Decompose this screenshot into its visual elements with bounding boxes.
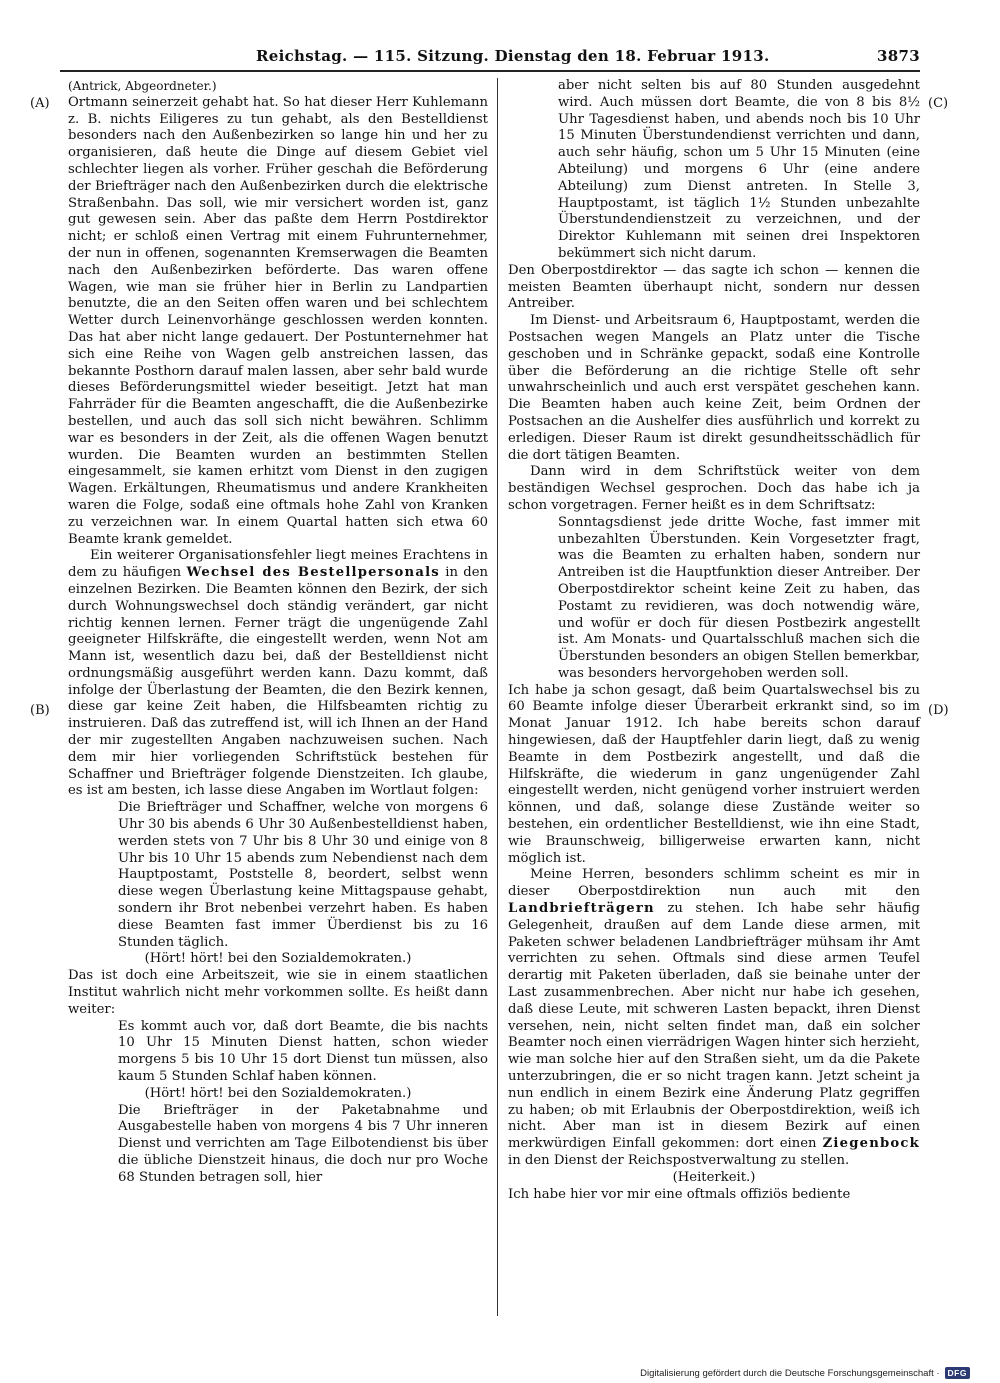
dfg-logo: DFG (945, 1367, 970, 1379)
emphasis: Landbriefträgern (508, 901, 655, 917)
footer-text: Digitalisierung gefördert durch die Deutsche Forschungsgemeinschaft · (640, 1367, 940, 1379)
column-divider (497, 78, 498, 1316)
interjection: (Hört! hört! bei den Sozialdemokraten.) (144, 1085, 412, 1101)
header-rule (60, 70, 920, 72)
paragraph: Dann wird in dem Schriftstück weiter von dem beständigen Wechsel gesprochen. Doch das habe ich ja schon vorgetragen. Ferner heißt es in dem Schriftsatz: (508, 464, 920, 513)
paragraph: Meine Herren, besonders schlimm scheint es mir in dieser Oberpostdirektion nun auch mit den Landbriefträgern zu stehen. Ich habe sehr häufig Gelegenheit, draußen auf dem Lande diese armen, mit Paketen schwer beladenen Landbriefträger mühsam ihr Amt verrichten zu sehen. Oftmals sind diese armen Teufel derartig mit Paketen überladen, daß sie beinahe unter der Last zusammenbrechen. Aber nicht nur habe ich gesehen, daß diese Leute, mit schweren Lasten bepackt, ihren Dienst versehen, nein, nicht selten findet man, daß ein solcher Beamter noch einen vierrädrigen Wagen hinter sich herzieht, wie man solche hier auf den Straßen sieht, um da die Pakete unterzubringen, die er so nicht tragen kann. Jetzt scheint ja nun endlich in einem Bezirk eine Änderung Platz gegriffen zu haben; ob mit Erlaubnis der Oberpostdirektion, weiß ich nicht. Aber man ist in diesem Bezirk auf einen merkwürdigen Einfall gekommen: dort einen Ziegenbock in den Dienst der Reichspostverwaltung zu stellen. (508, 867, 920, 1168)
paragraph: Ich habe hier vor mir eine oftmals offiziös bediente (508, 1186, 851, 1202)
running-title: Reichstag. — 115. Sitzung. Dienstag den 18. Februar 1913. (256, 47, 770, 65)
page-header (60, 47, 920, 71)
block-quote: Die Briefträger und Schaffner, welche von morgens 6 Uhr 30 bis abends 6 Uhr 30 Außenbestelldienst haben, werden stets von 7 Uhr bis 8 Uhr 30 und einige von 8 Uhr bis 10 Uhr 15 abends zum Nebendienst nach dem Hauptpostamt, Poststelle 8, beordert, selbst wenn diese wegen Überlastung keine Mittagspause gehabt, sondern ihr Brot nebenbei verzehrt haben. Es haben diese Beamten fast immer Überdienst bis zu 16 Stunden täglich. (118, 800, 488, 950)
page-number: 3873 (877, 47, 920, 65)
paragraph: Im Dienst- und Arbeitsraum 6, Hauptpostamt, werden die Postsachen wegen Mangels an Platz unter die Tische geschoben und in Schränke gepackt, sodaß eine Kontrolle über die Beförderung an die richtige Stelle oft sehr unwahrscheinlich und auch erst verspätet geschehen kann. Die Beamten haben auch keine Zeit, beim Ordnen der Postsachen an die Aushelfer dies ausführlich und korrekt zu erledigen. Dieser Raum ist direkt gesundheitsschädlich für die dort tätigen Beamten. (508, 313, 920, 463)
paragraph: Ich habe ja schon gesagt, daß beim Quartalswechsel bis zu 60 Beamte infolge dieser Überarbeit erkrankt sind, so im Monat Januar 1912. Ich habe bereits schon darauf hingewiesen, daß der Hauptfehler darin liegt, daß zu wenig Beamte in dem Postbezirk angestellt, und daß die Hilfskräfte, die wiederum in ganz ungenügender Zahl eingestellt werden, nicht genügend vorher instruiert werden können, und daß, solange diese Zustände weiter so bestehen, ein ordentlicher Bestelldienst, wie ihn eine Stadt, wie Braunschweig, billigerweise erwarten kann, nicht möglich ist. (508, 682, 920, 866)
block-quote: Sonntagsdienst jede dritte Woche, fast immer mit unbezahlten Überstunden. Kein Vorgesetzter fragt, was die Beamten zu erhalten haben, sondern nur Antreiben ist die Hauptfunktion dieser Antreiber. Der Oberpostdirektor scheint keine Zeit zu haben, das Postamt zu revidieren, was doch notwendig wäre, und wofür er doch für diesen Postbezirk angestellt ist. Am Monats- und Quartalsschluß machen sich die Überstunden besonders an obigen Stellen bemerkbar, was besonders hervorgehoben werden soll. (558, 514, 920, 681)
emphasis: Ziegenbock (822, 1136, 920, 1152)
block-quote: Es kommt auch vor, daß dort Beamte, die bis nachts 10 Uhr 15 Minuten Dienst hatten, schon wieder morgens 5 bis 10 Uhr 15 dort Dienst tun müssen, also kaum 5 Stunden Schlaf haben können. (118, 1018, 488, 1085)
left-column (68, 78, 488, 1187)
margin-mark-d: (D) (928, 703, 949, 718)
interjection: (Heiterkeit.) (672, 1169, 756, 1185)
right-column (508, 78, 920, 1203)
block-quote: aber nicht selten bis auf 80 Stunden ausgedehnt wird. Auch müssen dort Beamte, die von 8 bis 8½ Uhr Tagesdienst haben, und abends noch bis 10 Uhr 15 Minuten Überstundendienst verrichten und dann, auch sehr häufig, schon um 5 Uhr 15 Minuten (eine Abteilung) und morgens 6 Uhr (eine andere Abteilung) zum Dienst antreten. In Stelle 3, Hauptpostamt, ist täglich 1½ Stunden unbezahlte Überstundendienstzeit zu verzeichnen, und der Direktor Kuhlemann mit seinen drei Inspektoren bekümmert sich nicht darum. (558, 78, 920, 261)
emphasis: Wechsel des Bestellpersonals (186, 565, 440, 581)
paragraph: Den Oberpostdirektor — das sagte ich schon — kennen die meisten Beamten überhaupt nicht, sondern nur dessen Antreiber. (508, 262, 920, 312)
paragraph: Ein weiterer Organisationsfehler liegt meines Erachtens in dem zu häufigen Wechsel des Bestellpersonals in den einzelnen Bezirken. Die Beamten können den Bezirk, der sich durch Wohnungswechsel doch ständig verändert, gar nicht richtig kennen lernen. Ferner trägt die ungenügende Zahl geeigneter Hilfskräfte, die eingestellt werden, wenn Not am Mann ist, wesentlich dazu bei, daß der Bestelldienst nicht ordnungsmäßig ausgeführt werden kann. Dazu kommt, daß infolge der Überlastung der Beamten, die den Bezirk kennen, diese gar keine Zeit haben, die Hilfsbeamten richtig zu instruieren. Daß das zutreffend ist, will ich Ihnen an der Hand der mir zugestellten Angaben nachzuweisen suchen. Nach dem mir hier vorliegenden Schriftstück bestehen für Schaffner und Briefträger folgende Dienstzeiten. Ich glaube, es ist am besten, ich lasse diese Angaben im Wortlaut folgen: (68, 548, 488, 799)
digitization-footer (640, 1367, 970, 1379)
margin-mark-a: (A) (30, 96, 50, 111)
block-quote: Die Briefträger in der Paketabnahme und Ausgabestelle haben von morgens 4 bis 7 Uhr inneren Dienst und verrichten am Tage Eilbotendienst bis über die übliche Dienstzeit hinaus, die doch nur pro Woche 68 Stunden betragen soll, hier (118, 1102, 488, 1185)
speaker-label: (Antrick, Abgeordneter.) (68, 79, 217, 93)
paragraph: Ortmann seinerzeit gehabt hat. So hat dieser Herr Kuhlemann z. B. nichts Eiligeres zu tun gehabt, als den Bestelldienst besonders nach den Außenbezirken so lange hin und her zu organisieren, daß heute die Dinge auf diesem Gebiet viel schlechter liegen als vorher. Früher geschah die Beförderung der Briefträger nach den Außenbezirken durch die elektrische Straßenbahn. Das soll, wie mir versichert worden ist, ganz gut gewesen sein. Aber das paßte dem Herrn Postdirektor nicht; er schloß einen Vertrag mit einem Fuhrunternehmer, der nun in offenen, sogenannten Kremserwagen die Beamten nach den Außenbezirken beförderte. Das waren offene Wagen, wie man sie früher hier in Berlin zu Landpartien benutzte, die an den Seiten offen waren und bei schlechtem Wetter durch Leinenvorhänge geschlossen werden konnten. Das hat aber nicht lange gedauert. Der Postunternehmer hat sich eine Reihe von Wagen gelb anstreichen lassen, das bekannte Posthorn darauf malen lassen, aber sehr bald wurde dieses Beförderungsmittel wieder beseitigt. Jetzt hat man Fahrräder für die Beamten angeschafft, die die Außenbezirke bestellen, und auch das soll sich nicht bewähren. Schlimm war es besonders in der Zeit, als die offenen Wagen benutzt wurden. Die Beamten wurden an bestimmten Stellen eingesammelt, sie kamen erhitzt vom Dienst in den zugigen Wagen. Erkältungen, Rheumatismus und andere Krankheiten waren die Folge, sodaß eine oftmals hohe Zahl von Kranken zu verzeichnen war. In einem Quartal hatten sich etwa 60 Beamte krank gemeldet. (68, 94, 488, 547)
margin-mark-b: (B) (30, 703, 50, 718)
interjection: (Hört! hört! bei den Sozialdemokraten.) (144, 951, 412, 967)
margin-mark-c: (C) (928, 96, 949, 111)
paragraph: Das ist doch eine Arbeitszeit, wie sie in einem staatlichen Institut wahrlich nicht mehr vorkommen sollte. Es heißt dann weiter: (68, 968, 488, 1017)
